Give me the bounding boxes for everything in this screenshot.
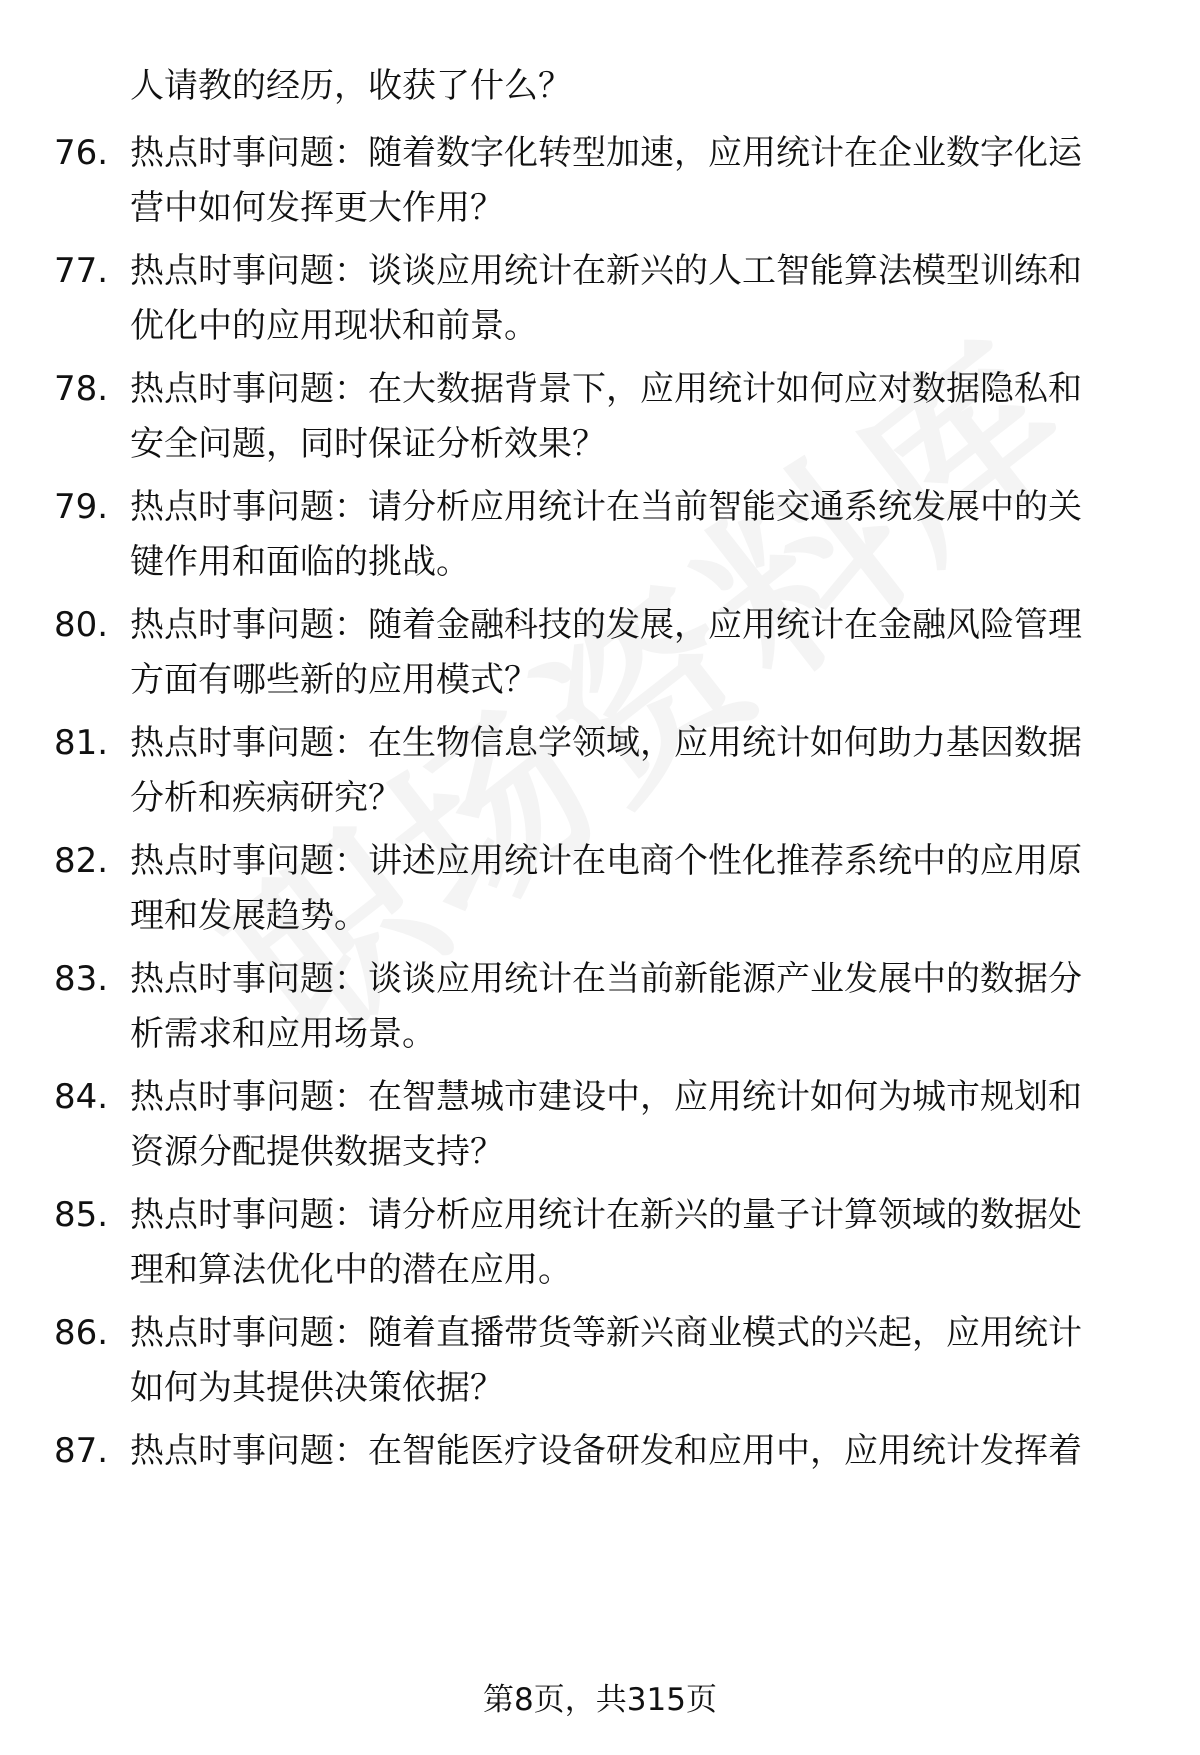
question-number: 77.: [54, 251, 109, 291]
question-text-line: 优化中的应用现状和前景。: [130, 306, 538, 346]
question-text-line: 营中如何发挥更大作用？: [130, 188, 504, 228]
question-text-line: 热点时事问题：谈谈应用统计在新兴的人工智能算法模型训练和: [130, 251, 1082, 291]
question-number: 78.: [54, 369, 109, 409]
question-item: [0, 1071, 1200, 1183]
question-text-line: 理和发展趋势。: [130, 896, 368, 936]
question-text-line: 热点时事问题：请分析应用统计在当前智能交通系统发展中的关: [130, 487, 1082, 527]
question-text-line: 热点时事问题：随着数字化转型加速，应用统计在企业数字化运: [130, 133, 1082, 173]
question-item: [0, 1425, 1200, 1537]
question-text-line: 安全问题，同时保证分析效果？: [130, 424, 606, 464]
question-item: [0, 717, 1200, 829]
question-text-line: 热点时事问题：在智慧城市建设中，应用统计如何为城市规划和: [130, 1077, 1082, 1117]
question-number: 81.: [54, 723, 109, 763]
page-footer: [0, 1678, 1200, 1722]
question-text-line: 热点时事问题：请分析应用统计在新兴的量子计算领域的数据处: [130, 1195, 1082, 1235]
question-text-line: 理和算法优化中的潜在应用。: [130, 1250, 572, 1290]
question-item: [0, 1307, 1200, 1419]
question-number: 87.: [54, 1431, 109, 1471]
question-text-line: 方面有哪些新的应用模式？: [130, 660, 538, 700]
question-text-line: 热点时事问题：随着直播带货等新兴商业模式的兴起，应用统计: [130, 1313, 1082, 1353]
question-text-line: 如何为其提供决策依据？: [130, 1368, 504, 1408]
question-item: [0, 363, 1200, 475]
question-text-line: 热点时事问题：随着金融科技的发展，应用统计在金融风险管理: [130, 605, 1082, 645]
question-item: [0, 481, 1200, 593]
question-item: [0, 835, 1200, 947]
question-text-line: 键作用和面临的挑战。: [130, 542, 470, 582]
question-item: [0, 245, 1200, 357]
question-text-line: 热点时事问题：谈谈应用统计在当前新能源产业发展中的数据分: [130, 959, 1082, 999]
continuation-text: 人请教的经历，收获了什么？: [130, 66, 572, 106]
question-text-line: 热点时事问题：在智能医疗设备研发和应用中，应用统计发挥着: [130, 1431, 1082, 1471]
question-item: [0, 127, 1200, 239]
question-number: 86.: [54, 1313, 109, 1353]
question-number: 76.: [54, 133, 109, 173]
question-text-line: 资源分配提供数据支持？: [130, 1132, 504, 1172]
question-number: 82.: [54, 841, 109, 881]
question-item: [0, 953, 1200, 1065]
question-text-line: 热点时事问题：在大数据背景下，应用统计如何应对数据隐私和: [130, 369, 1082, 409]
question-number: 84.: [54, 1077, 109, 1117]
page-number-label: 第8页，共315页: [483, 1682, 717, 1718]
question-number: 85.: [54, 1195, 109, 1235]
question-number: 83.: [54, 959, 109, 999]
question-item: [0, 1189, 1200, 1301]
question-item: [0, 599, 1200, 711]
question-text-line: 析需求和应用场景。: [130, 1014, 436, 1054]
question-text-line: 热点时事问题：讲述应用统计在电商个性化推荐系统中的应用原: [130, 841, 1082, 881]
question-number: 79.: [54, 487, 109, 527]
question-number: 80.: [54, 605, 109, 645]
question-text-line: 分析和疾病研究？: [130, 778, 402, 818]
question-text-line: 热点时事问题：在生物信息学领域，应用统计如何助力基因数据: [130, 723, 1082, 763]
